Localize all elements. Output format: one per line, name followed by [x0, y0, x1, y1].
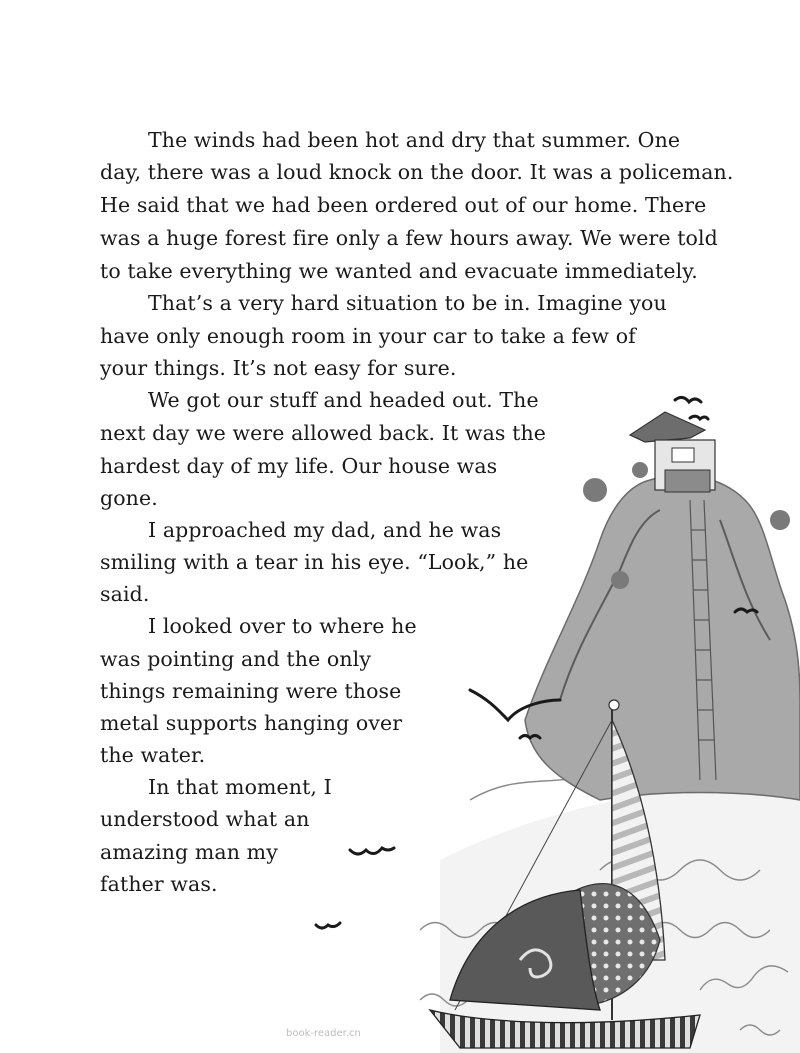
story-line: metal supports hanging over	[100, 711, 403, 735]
story-line: gone.	[100, 486, 158, 510]
story-line: understood what an	[100, 807, 310, 831]
story-line: was a huge forest fire only a few hours away. We were told	[100, 226, 718, 250]
story-line: father was.	[100, 872, 218, 896]
story-line: have only enough room in your car to take a few of	[100, 324, 636, 348]
story-line: In that moment, I	[148, 775, 332, 799]
story-line: day, there was a loud knock on the door. It was a policeman.	[100, 160, 734, 184]
story-line: The winds had been hot and dry that summer. One	[148, 128, 681, 152]
story-line: next day we were allowed back. It was the	[100, 421, 547, 445]
story-line: That’s a very hard situation to be in. Imagine you	[148, 291, 667, 315]
story-line: hardest day of my life. Our house was	[100, 454, 498, 478]
story-line: things remaining were those	[100, 679, 402, 703]
story-line: the water.	[100, 743, 206, 767]
story-line: said.	[100, 582, 150, 606]
watermark-text: book-reader.cn	[286, 1028, 361, 1039]
story-line: I looked over to where he	[148, 614, 417, 638]
story-line: I approached my dad, and he was	[148, 518, 502, 542]
story-line: We got our stuff and headed out. The	[148, 388, 539, 412]
story-line: was pointing and the only	[100, 647, 372, 671]
story-line: your things. It’s not easy for sure.	[100, 356, 457, 380]
story-line: amazing man my	[100, 840, 278, 864]
story-line: He said that we had been ordered out of our home. There	[100, 193, 707, 217]
story-line: smiling with a tear in his eye. “Look,” he	[100, 550, 529, 574]
story-line: to take everything we wanted and evacuate immediately.	[100, 259, 698, 283]
